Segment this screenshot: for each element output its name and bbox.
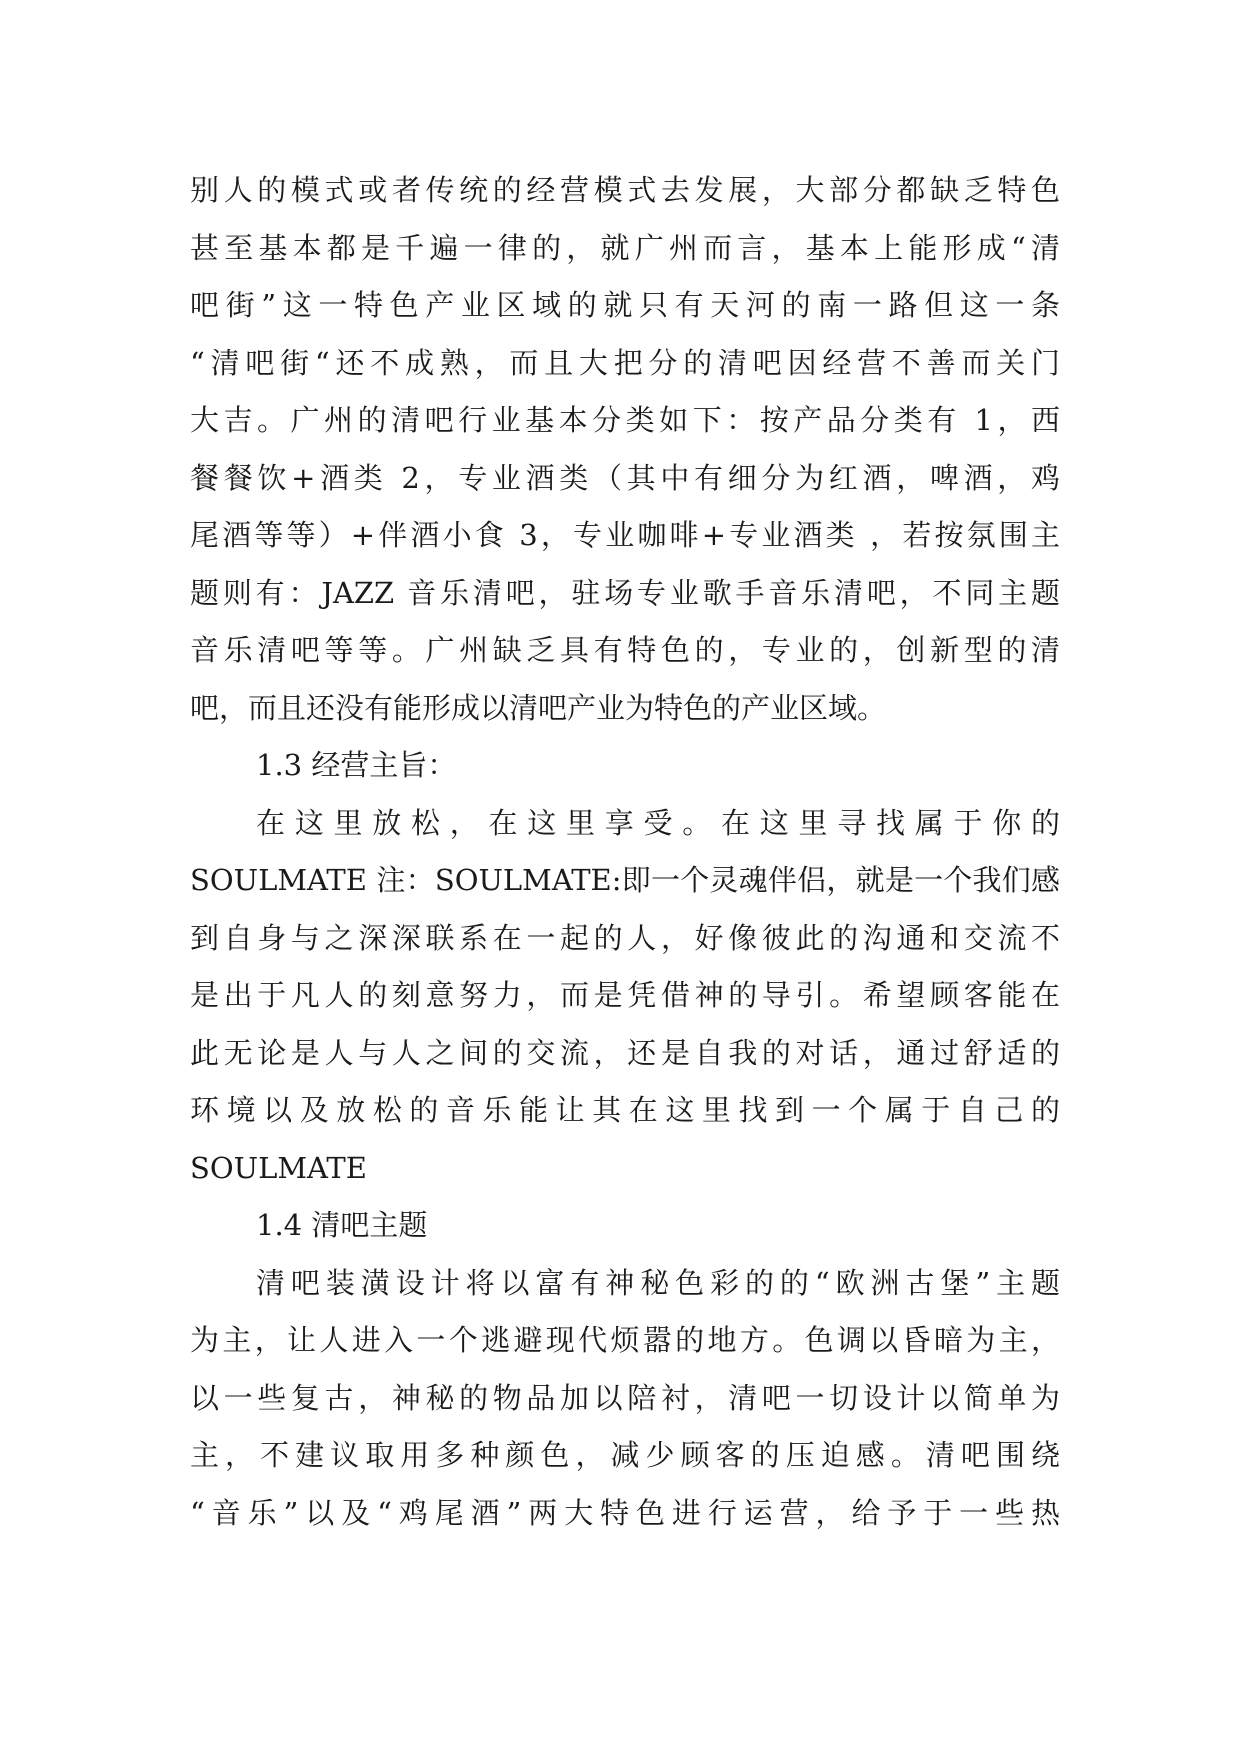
section-heading-1-4: 1.4 清吧主题 [256, 1208, 428, 1242]
text-line: 是出于凡人的刻意努力，而是凭借神的导引。希望顾客能在 [190, 978, 1060, 1012]
text-line: 到自身与之深深联系在一起的人，好像彼此的沟通和交流不 [190, 920, 1060, 955]
text-line: 音乐清吧等等。广州缺乏具有特色的，专业的，创新型的清 [190, 633, 1060, 667]
text-line: 餐餐饮+酒类 2，专业酒类（其中有细分为红酒，啤酒，鸡 [190, 460, 1060, 495]
text-line: 清吧装潢设计将以富有神秘色彩的的“欧洲古堡”主题 [256, 1265, 1060, 1300]
text-line: 以一些复古，神秘的物品加以陪衬，清吧一切设计以简单为 [190, 1380, 1060, 1415]
text-line: 此无论是人与人之间的交流，还是自我的对话，通过舒适的 [190, 1035, 1060, 1070]
text-line: 环境以及放松的音乐能让其在这里找到一个属于自己的 [190, 1093, 1060, 1127]
body-text [190, 162, 1060, 1542]
text-line: 题则有：JAZZ 音乐清吧，驻场专业歌手音乐清吧，不同主题 [190, 575, 1060, 610]
text-line: 甚至基本都是千遍一律的，就广州而言，基本上能形成“清 [190, 230, 1060, 265]
text-line: 主，不建议取用多种颜色，减少顾客的压迫感。清吧围绕 [190, 1438, 1060, 1472]
text-line: 大吉。广州的清吧行业基本分类如下：按产品分类有 1，西 [190, 403, 1060, 437]
text-line: “音乐”以及“鸡尾酒”两大特色进行运营，给予于一些热 [190, 1495, 1060, 1530]
text-line: 吧街”这一特色产业区域的就只有天河的南一路但这一条 [190, 288, 1060, 322]
text-line: 为主，让人进入一个逃避现代烦嚣的地方。色调以昏暗为主， [190, 1323, 1060, 1357]
text-line: 别人的模式或者传统的经营模式去发展，大部分都缺乏特色 [190, 173, 1060, 207]
text-line: SOULMATE [190, 1150, 367, 1185]
text-line: 吧，而且还没有能形成以清吧产业为特色的产业区域。 [190, 690, 887, 725]
text-line: 尾酒等等）+伴酒小食 3，专业咖啡+专业酒类 ，若按氛围主 [190, 518, 1060, 552]
text-line: SOULMATE 注：SOULMATE:即一个灵魂伴侣，就是一个我们感 [190, 863, 1060, 897]
section-heading-1-3: 1.3 经营主旨： [256, 748, 457, 782]
text-line: 在这里放松，在这里享受。在这里寻找属于你的 [256, 805, 1060, 840]
text-line: “清吧街“还不成熟，而且大把分的清吧因经营不善而关门 [190, 345, 1060, 380]
